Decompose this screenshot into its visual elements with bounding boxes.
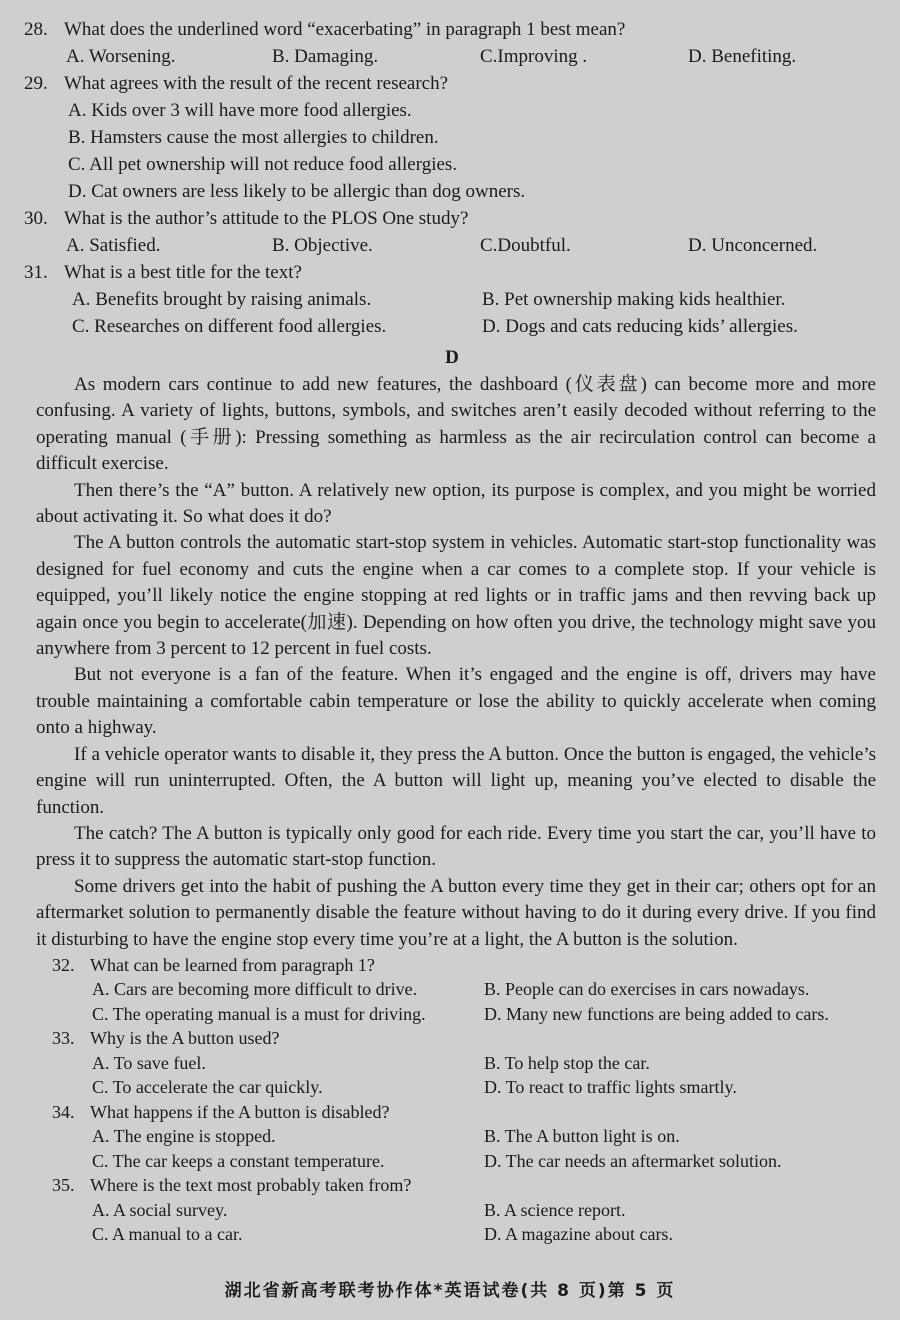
question-number: 33. (52, 1028, 75, 1049)
question-stem: What happens if the A button is disabled? (90, 1101, 390, 1122)
option-b: B. Hamsters cause the most allergies to children. (68, 127, 439, 148)
passage-paragraph-4: But not everyone is a fan of the feature. When it’s engaged and the engine is off, drivers may have trouble maintaining a comfortable cabin temperature or lose the ability to quickly accelerate when coming onto a highway. (36, 664, 876, 739)
option-c: C. The car keeps a constant temperature. (92, 1150, 385, 1171)
option-a: A. Satisfied. (66, 235, 161, 256)
question-34 (24, 1100, 880, 1174)
option-d: D. Cat owners are less likely to be allergic than dog owners. (68, 181, 526, 202)
question-33 (24, 1026, 880, 1100)
question-stem: What agrees with the result of the recent research? (64, 73, 449, 94)
option-a: A. Worsening. (66, 46, 176, 67)
section-title: D (445, 347, 459, 368)
option-c: C.Improving . (480, 46, 588, 67)
option-c: C. To accelerate the car quickly. (92, 1077, 323, 1098)
page-footer: 湖北省新高考联考协作体*英语试卷(共 8 页)第 5 页 (224, 1281, 676, 1301)
question-stem: Where is the text most probably taken from? (90, 1175, 412, 1196)
passage-paragraph-1: As modern cars continue to add new features, the dashboard (仪表盘) can become more and more confusing. A variety of lights, buttons, symbols, and switches aren’t easily decoded without referring to the operating manual (手册): Pressing something as harmless as the air recirculation control can become a difficult exercise. (36, 374, 876, 475)
question-28 (24, 16, 880, 70)
option-d: D. A magazine about cars. (484, 1224, 673, 1245)
option-b: B. The A button light is on. (484, 1126, 680, 1147)
question-stem: Why is the A button used? (90, 1028, 280, 1049)
question-number: 34. (52, 1101, 75, 1122)
option-a: A. Benefits brought by raising animals. (72, 289, 372, 310)
option-c: C. A manual to a car. (92, 1224, 243, 1245)
question-32 (24, 953, 880, 1027)
passage (24, 372, 880, 953)
question-number: 35. (52, 1175, 75, 1196)
question-stem: What is a best title for the text? (64, 262, 302, 283)
question-stem: What does the underlined word “exacerbating” in paragraph 1 best mean? (64, 19, 626, 40)
question-number: 28. (24, 19, 48, 40)
option-b: B. Pet ownership making kids healthier. (482, 289, 786, 310)
option-c: C.Doubtful. (480, 235, 571, 256)
question-stem: What is the author’s attitude to the PLOS One study? (64, 208, 469, 229)
question-30 (24, 205, 880, 259)
option-c: C. All pet ownership will not reduce food allergies. (68, 154, 458, 175)
question-number: 31. (24, 262, 48, 283)
option-a: A. The engine is stopped. (92, 1126, 276, 1147)
question-number: 30. (24, 208, 48, 229)
question-29 (24, 70, 880, 205)
question-number: 29. (24, 73, 48, 94)
passage-paragraph-2: Then there’s the “A” button. A relatively new option, its purpose is complex, and you might be worried about activating it. So what does it do? (36, 479, 876, 528)
option-d: D. Dogs and cats reducing kids’ allergies. (482, 316, 798, 337)
question-stem: What can be learned from paragraph 1? (90, 954, 375, 975)
option-a: A. Cars are becoming more difficult to drive. (92, 979, 418, 1000)
option-a: A. To save fuel. (92, 1052, 206, 1073)
question-number: 32. (52, 954, 75, 975)
option-b: B. People can do exercises in cars nowadays. (484, 979, 810, 1000)
passage-paragraph-7: Some drivers get into the habit of pushing the A button every time they get in their car; others opt for an aftermarket solution to permanently disable the feature without having to do it during every drive. If you find it disturbing to have the engine stop every time you’re at a light, the A button is the solution. (36, 875, 876, 950)
option-a: A. Kids over 3 will have more food allergies. (68, 100, 412, 121)
option-b: B. To help stop the car. (484, 1052, 650, 1073)
passage-paragraph-3: The A button controls the automatic start-stop system in vehicles. Automatic start-stop functionality was designed for fuel economy and cuts the engine when a car comes to a complete stop. If your vehicle is equipped, you’ll likely notice the engine stopping at red lights or in traffic jams and then revving back up again once you begin to accelerate(加速). Depending on how often you drive, the technology might save you anywhere from 3 percent to 12 percent in fuel costs. (36, 532, 876, 660)
option-a: A. A social survey. (92, 1199, 228, 1220)
passage-paragraph-5: If a vehicle operator wants to disable it, they press the A button. Once the button is engaged, the vehicle’s engine will run uninterrupted. Often, the A button will light up, meaning you’ve elected to disable the function. (36, 743, 876, 818)
option-c: C. Researches on different food allergies. (72, 316, 387, 337)
question-31 (24, 259, 880, 340)
option-c: C. The operating manual is a must for driving. (92, 1003, 426, 1024)
option-b: B. Damaging. (272, 46, 379, 67)
option-d: D. Unconcerned. (688, 235, 818, 256)
option-d: D. To react to traffic lights smartly. (484, 1077, 737, 1098)
passage-paragraph-6: The catch? The A button is typically only good for each ride. Every time you start the car, you’ll have to press it to suppress the automatic start-stop function. (36, 822, 876, 871)
question-35 (24, 1173, 880, 1247)
option-d: D. Benefiting. (688, 46, 797, 67)
option-b: B. A science report. (484, 1199, 626, 1220)
option-b: B. Objective. (272, 235, 373, 256)
option-d: D. The car needs an aftermarket solution. (484, 1150, 782, 1171)
option-d: D. Many new functions are being added to cars. (484, 1003, 829, 1024)
